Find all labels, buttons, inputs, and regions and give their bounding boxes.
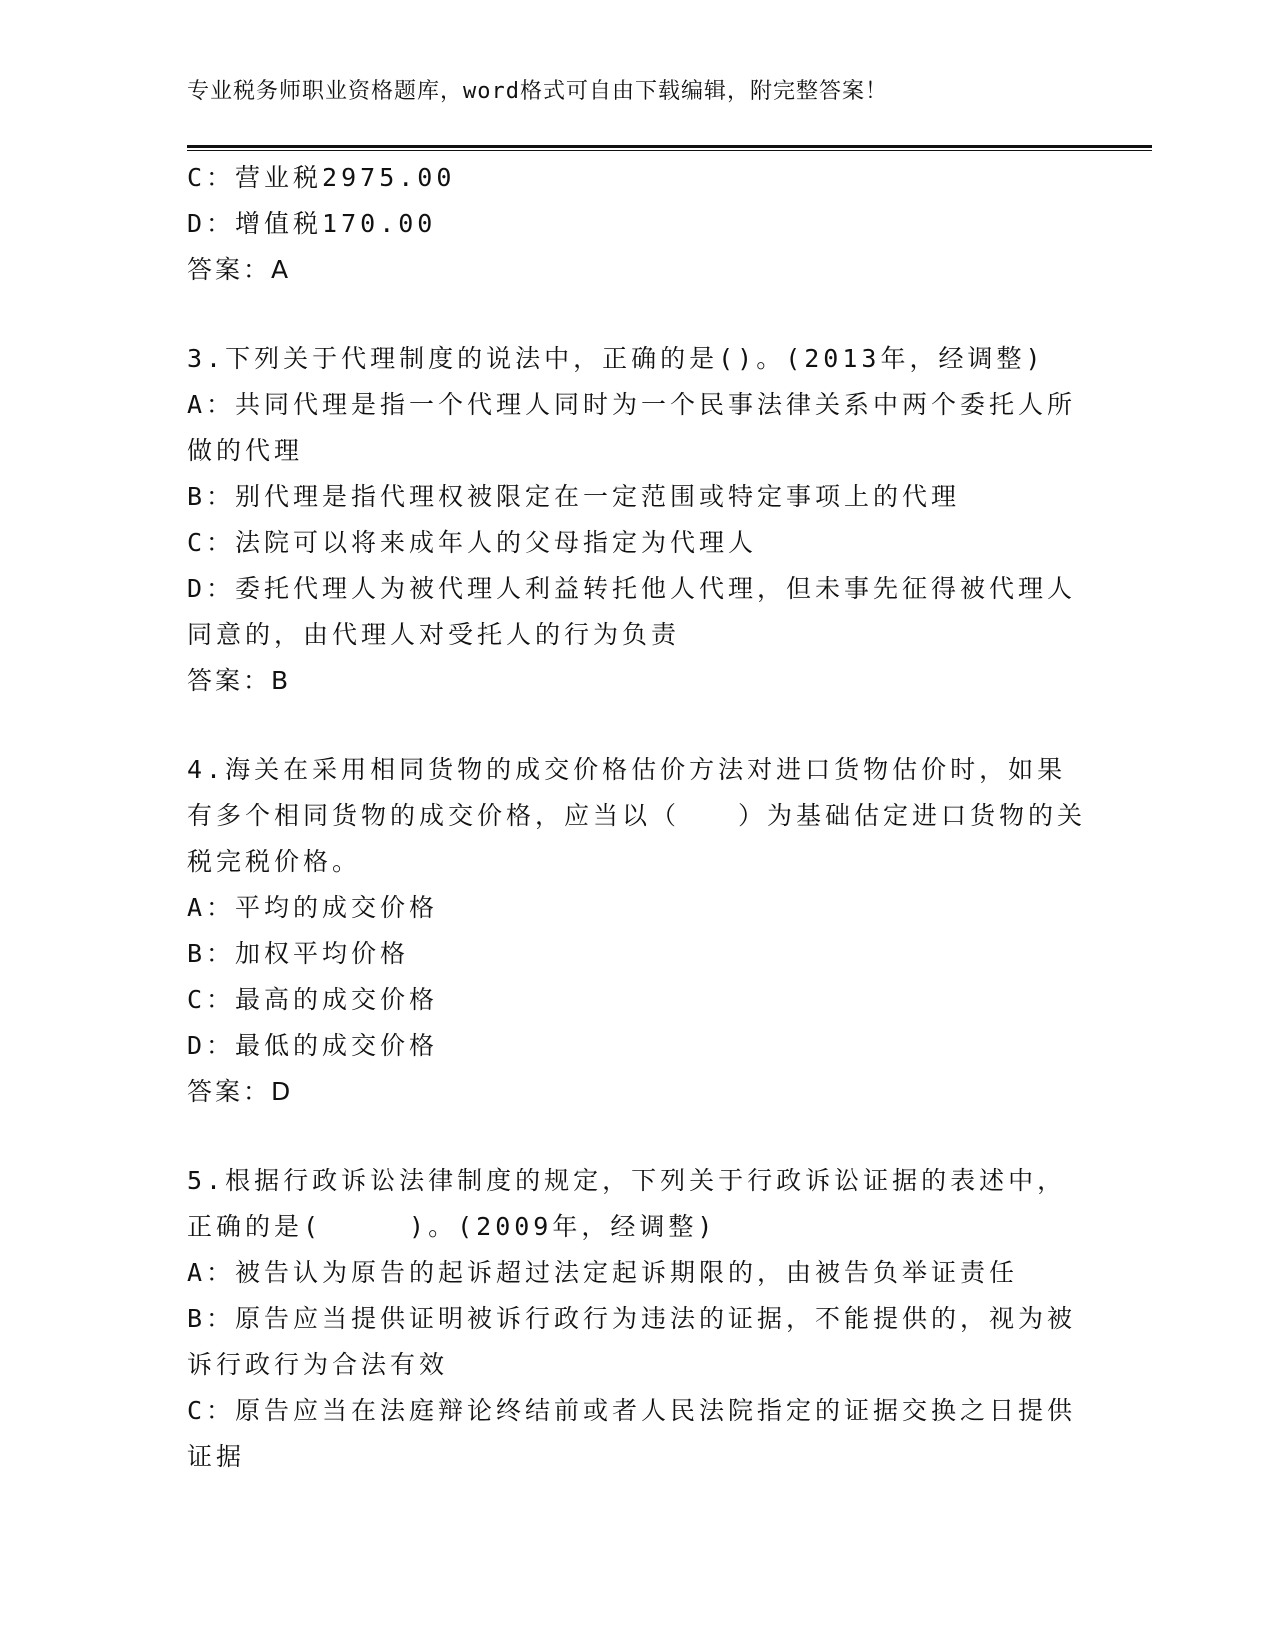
q3-stem: 3.下列关于代理制度的说法中，正确的是()。(2013年，经调整) [187,344,1045,373]
q4-stem: 4.海关在采用相同货物的成交价格估价方法对进口货物估价时，如果 [187,755,1067,784]
q5-stem: 5.根据行政诉讼法律制度的规定，下列关于行政诉讼证据的表述中， [187,1166,1067,1195]
q4-option-d: D：最低的成交价格 [187,1031,439,1060]
document-body [187,155,1087,1480]
q2-answer: 答案：A [187,255,292,284]
q3-option-a: A：共同代理是指一个代理人同时为一个民事法律关系中两个委托人所 [187,390,1077,419]
q5-option-a: A：被告认为原告的起诉超过法定起诉期限的，由被告负举证责任 [187,1258,1019,1287]
q2-option-c: C：营业税2975.00 [187,163,456,192]
q3-option-d-cont: 同意的，由代理人对受托人的行为负责 [187,620,681,649]
q3-option-a-cont: 做的代理 [187,436,304,465]
header-divider-thin [187,150,1152,151]
q3-option-d: D：委托代理人为被代理人利益转托他人代理，但未事先征得被代理人 [187,574,1077,603]
spacer [187,1115,1087,1158]
q5-option-c: C：原告应当在法庭辩论终结前或者人民法院指定的证据交换之日提供 [187,1396,1077,1425]
q4-option-a: A：平均的成交价格 [187,893,439,922]
q3-option-c: C：法院可以将来成年人的父母指定为代理人 [187,528,758,557]
spacer [187,293,1087,336]
q3-option-b: B：别代理是指代理权被限定在一定范围或特定事项上的代理 [187,482,961,511]
q5-stem-cont: 正确的是( )。(2009年，经调整) [187,1212,717,1241]
q4-option-b: B：加权平均价格 [187,939,410,968]
spacer [187,704,1087,747]
q5-option-b: B：原告应当提供证明被诉行政行为违法的证据，不能提供的，视为被 [187,1304,1077,1333]
q4-stem-cont-1: 有多个相同货物的成交价格，应当以（ ）为基础估定进口货物的关 [187,801,1087,830]
q4-option-c: C：最高的成交价格 [187,985,439,1014]
q3-answer: 答案：B [187,666,292,695]
q5-option-c-cont: 证据 [187,1442,246,1471]
q4-answer: 答案：D [187,1077,294,1106]
q2-option-d: D：增值税170.00 [187,209,437,238]
q4-stem-cont-2: 税完税价格。 [187,847,362,876]
header-divider-thick [187,145,1152,148]
page-header: 专业税务师职业资格题库，word格式可自由下载编辑，附完整答案！ [187,79,888,104]
q5-option-b-cont: 诉行政行为合法有效 [187,1350,449,1379]
